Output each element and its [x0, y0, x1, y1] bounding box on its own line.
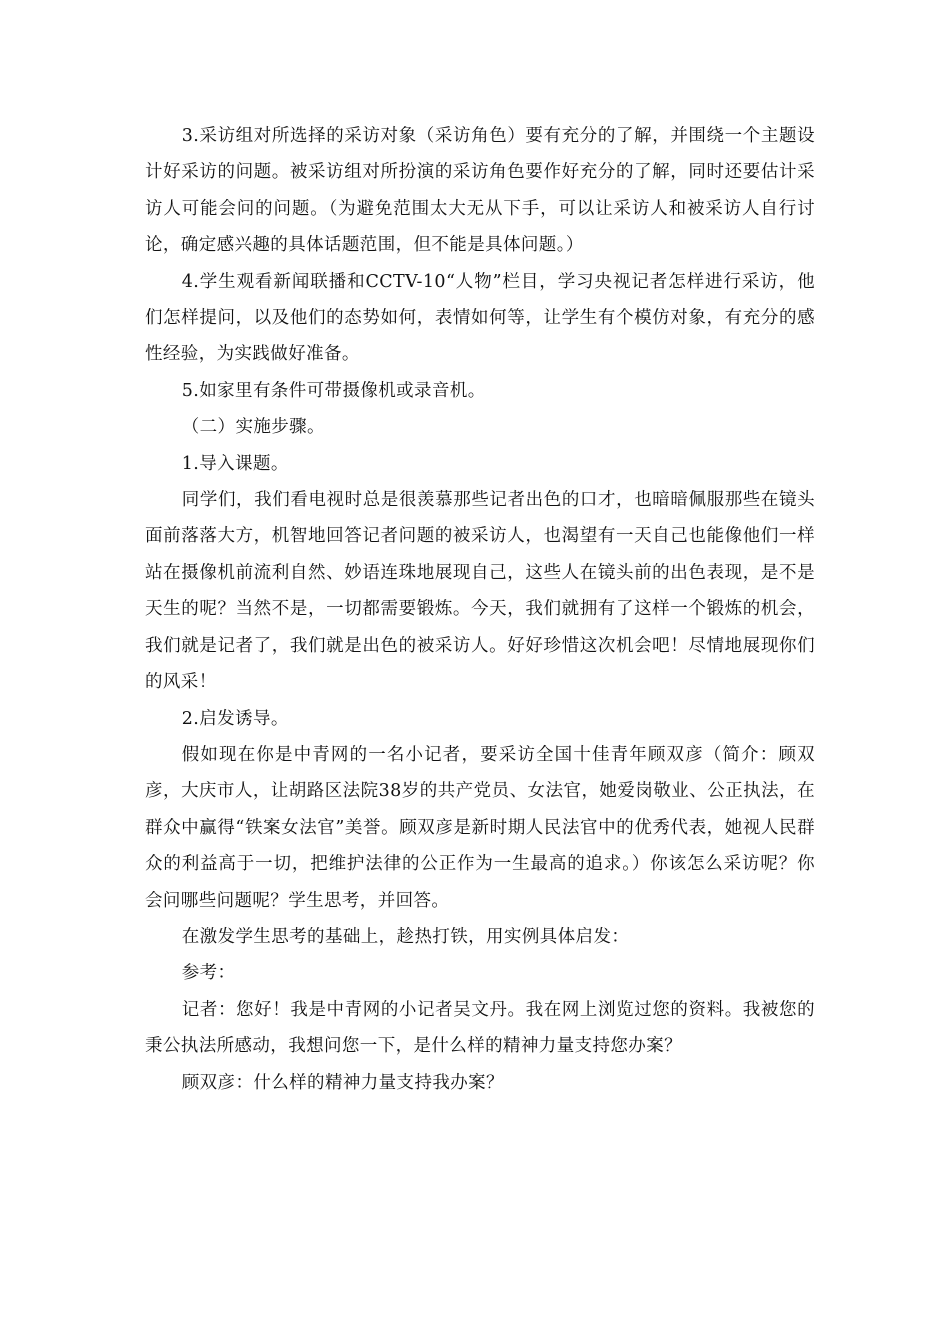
step-heading-1: 1.导入课题。	[181, 453, 289, 474]
paragraph-preparation-4: 4.学生观看新闻联播和CCTV-10“人物”栏目，学习央视记者怎样进行采访，他们怎样提问，以及他们的态势如何，表情如何等，让学生有个模仿对象，有充分的感性经验，为实践做好准备。	[145, 271, 815, 365]
document-body	[145, 118, 815, 1101]
paragraph-guidance: 在激发学生思考的基础上，趁热打铁，用实例具体启发：	[181, 926, 630, 947]
paragraph-reporter-dialogue: 记者：您好！我是中青网的小记者吴文丹。我在网上浏览过您的资料。我被您的秉公执法所感动，我想问您一下，是什么样的精神力量支持您办案？	[145, 999, 815, 1057]
paragraph-preparation-3: 3.采访组对所选择的采访对象（采访角色）要有充分的了解，并围绕一个主题设计好采访的问题。被采访组对所扮演的采访角色要作好充分的了解，同时还要估计采访人可能会问的问题。（为避免范围太大无从下手，可以让采访人和被采访人自行讨论，确定感兴趣的具体话题范围，但不能是具体问题。）	[145, 126, 815, 256]
paragraph-scenario: 假如现在你是中青网的一名小记者，要采访全国十佳青年顾双彦（简介：顾双彦，大庆市人，让胡路区法院38岁的共产党员、女法官，她爱岗敬业、公正执法，在群众中赢得“铁案女法官”美誉。顾双彦是新时期人民法官中的优秀代表，她视人民群众的利益高于一切，把维护法律的公正作为一生最高的追求。）你该怎么采访呢？你会问哪些问题呢？学生思考，并回答。	[145, 744, 815, 911]
paragraph-introduction: 同学们，我们看电视时总是很羡慕那些记者出色的口才，也暗暗佩服那些在镜头面前落落大方，机智地回答记者问题的被采访人，也渴望有一天自己也能像他们一样站在摄像机前流利自然、妙语连珠地展现自己，这些人在镜头前的出色表现，是不是天生的呢？当然不是，一切都需要锻炼。今天，我们就拥有了这样一个锻炼的机会，我们就是记者了，我们就是出色的被采访人。好好珍惜这次机会吧！尽情地展现你们的风采！	[145, 490, 815, 693]
paragraph-interviewee-dialogue: 顾双彦：什么样的精神力量支持我办案？	[181, 1072, 504, 1093]
step-heading-2: 2.启发诱导。	[181, 708, 289, 729]
paragraph-preparation-5: 5.如家里有条件可带摄像机或录音机。	[181, 380, 486, 401]
section-heading-implementation: （二）实施步骤。	[181, 417, 325, 438]
paragraph-reference-label: 参考：	[181, 963, 236, 984]
